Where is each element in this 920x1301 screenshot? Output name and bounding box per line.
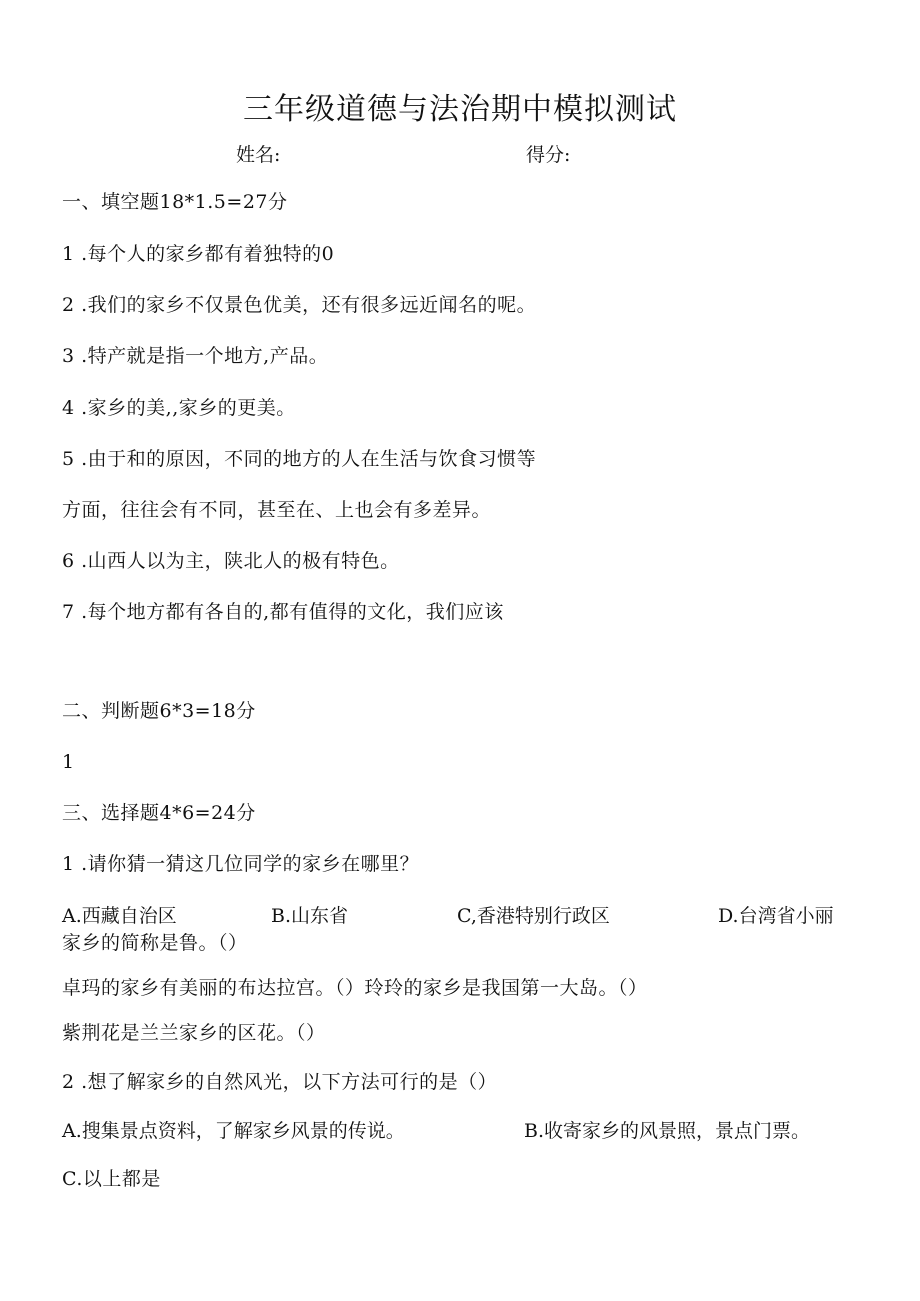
fill-question-5-line2: 方面，往往会有不同，甚至在、上也会有多差异。 [62,499,492,521]
choice-q1-option-d: D.台湾省小丽 [718,905,834,927]
fill-question-6: 6 .山西人以为主，陕北人的极有特色。 [62,550,400,572]
fill-question-4: 4 .家乡的美,,家乡的更美。 [62,397,296,419]
choice-q1-line2: 家乡的简称是鲁。（） [62,932,248,954]
choice-q1-line3: 卓玛的家乡有美丽的布达拉宫。（）玲玲的家乡是我国第一大岛。（） [62,977,648,999]
choice-q1-option-c: C,香港特别行政区 [457,905,610,927]
choice-q1-option-b: B.山东省 [271,905,349,927]
section1-heading: 一、填空题18*1.5=27分 [62,191,288,213]
choice-question-2: 2 .想了解家乡的自然风光，以下方法可行的是（） [62,1071,498,1093]
choice-q2-option-b: B.收寄家乡的风景照，景点门票。 [524,1120,811,1142]
fill-question-3: 3 .特产就是指一个地方,产品。 [62,345,329,367]
section3-heading: 三、选择题4*6=24分 [62,802,256,824]
page-title: 三年级道德与法治期中模拟测试 [243,92,677,127]
choice-q1-option-a: A.西藏自治区 [62,905,177,927]
fill-question-2: 2 .我们的家乡不仅景色优美，还有很多远近闻名的呢。 [62,294,537,316]
choice-question-1: 1 .请你猜一猜这几位同学的家乡在哪里？ [62,853,420,875]
choice-q1-line4: 紫荆花是兰兰家乡的区花。（） [62,1022,326,1044]
name-label: 姓名: [236,144,281,166]
choice-q2-option-c: C.以上都是 [62,1168,161,1190]
fill-question-1: 1 .每个人的家乡都有着独特的0 [62,243,335,265]
fill-question-7: 7 .每个地方都有各自的,都有值得的文化，我们应该 [62,601,504,623]
section2-heading: 二、判断题6*3=18分 [62,700,256,722]
judge-question-1: 1 [62,751,75,773]
fill-question-5-line1: 5 .由于和的原因，不同的地方的人在生活与饮食习惯等 [62,448,537,470]
score-label: 得分: [526,144,571,166]
choice-q2-option-a: A.搜集景点资料，了解家乡风景的传说。 [62,1120,405,1142]
